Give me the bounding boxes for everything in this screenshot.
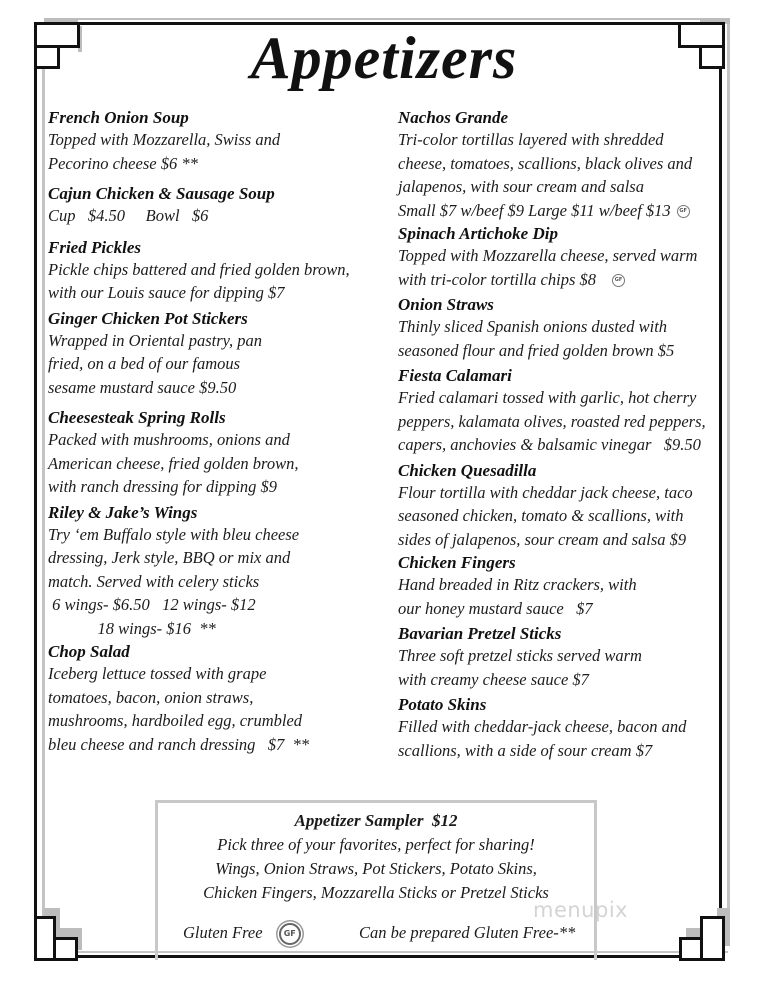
- menu-item: [48, 408, 378, 499]
- item-price-text: with tri-color tortilla chips $8: [398, 269, 597, 289]
- item-description: sesame mustard sauce $9.50: [48, 377, 237, 397]
- item-name: Nachos Grande: [398, 108, 509, 127]
- frame-inner-left-line: [42, 26, 45, 956]
- item-price-text: Small $7 w/beef $9 Large $11 w/beef $13: [398, 200, 671, 220]
- item-description: Three soft pretzel sticks served warm: [398, 646, 642, 665]
- item-description: Tri-color tortillas layered with shredded: [398, 130, 664, 149]
- item-description: jalapenos, with sour cream and salsa: [398, 177, 644, 196]
- item-description: tomatoes, bacon, onion straws,: [48, 687, 254, 707]
- item-name: Fried Pickles: [48, 237, 142, 257]
- item-description: sides of jalapenos, sour cream and salsa $9: [398, 529, 687, 549]
- item-description: Pickle chips battered and fried golden brown,: [48, 259, 350, 279]
- item-description: Hand breaded in Ritz crackers, with: [398, 575, 637, 594]
- gluten-free-label: Gluten Free: [183, 923, 263, 942]
- right-column: [398, 108, 723, 762]
- menu-item: [48, 503, 378, 641]
- page-title: Appetizers: [250, 25, 518, 91]
- item-description: our honey mustard sauce $7: [398, 598, 593, 618]
- item-description: dressing, Jerk style, BBQ or mix and: [48, 548, 291, 567]
- item-description: Pecorino cheese $6 **: [48, 153, 198, 173]
- item-name: Onion Straws: [398, 295, 494, 314]
- item-price-line: Cup $4.50 Bowl $6: [48, 206, 209, 225]
- item-description: Packed with mushrooms, onions and: [48, 430, 290, 449]
- item-name: Bavarian Pretzel Sticks: [398, 624, 562, 643]
- item-name: French Onion Soup: [48, 108, 189, 127]
- item-description: with our Louis sauce for dipping $7: [48, 283, 285, 302]
- item-description: Wrapped in Oriental pastry, pan: [48, 330, 263, 350]
- item-name: Chicken Fingers: [398, 553, 516, 572]
- item-name: Chicken Quesadilla: [398, 460, 537, 480]
- legend-prepared-gluten-free: Can be prepared Gluten Free-**: [359, 923, 576, 942]
- item-description: Iceberg lettuce tossed with grape: [48, 664, 267, 683]
- menupix-watermark: menupix: [533, 898, 629, 922]
- item-description: seasoned chicken, tomato & scallions, with: [398, 506, 684, 525]
- menu-item: [398, 295, 723, 362]
- sampler-title: Appetizer Sampler $12: [294, 811, 458, 830]
- menu-item: [48, 642, 378, 756]
- legend-gluten-free: [183, 922, 301, 945]
- frame-shadow-right: [727, 18, 730, 938]
- item-description: Topped with Mozzarella cheese, served warm: [398, 246, 698, 265]
- menu-item: [398, 624, 723, 691]
- item-description: capers, anchovies & balsamic vinegar $9.50: [398, 435, 701, 454]
- sampler-description: Pick three of your favorites, perfect for sharing!: [217, 835, 535, 854]
- item-price-line: 6 wings- $6.50 12 wings- $12: [48, 595, 256, 614]
- item-description: Flour tortilla with cheddar jack cheese, taco: [398, 482, 693, 502]
- item-name: Chop Salad: [48, 642, 130, 661]
- item-description: American cheese, fried golden brown,: [48, 453, 299, 473]
- corner-ornament-bottom-left-step: [53, 937, 78, 961]
- gluten-free-icon: GF: [279, 923, 301, 945]
- item-name: Cheesesteak Spring Rolls: [48, 408, 226, 427]
- item-name: Riley & Jake’s Wings: [48, 502, 198, 522]
- item-description: cheese, tomatoes, scallions, black olives and: [398, 153, 693, 173]
- item-description: with creamy cheese sauce $7: [398, 669, 589, 689]
- item-description: fried, on a bed of our famous: [48, 354, 241, 373]
- gluten-free-icon: GF: [677, 205, 690, 218]
- frame-shadow-top: [44, 18, 728, 20]
- menu-item: [398, 108, 723, 222]
- corner-ornament-bottom-right: [700, 916, 725, 961]
- item-name: Spinach Artichoke Dip: [398, 224, 558, 243]
- item-description: Fried calamari tossed with garlic, hot cherry: [398, 388, 697, 407]
- item-description: seasoned flour and fried golden brown $5: [398, 340, 675, 360]
- item-name: Potato Skins: [398, 695, 487, 714]
- menu-item: [48, 108, 378, 175]
- item-description: mushrooms, hardboiled egg, crumbled: [48, 711, 303, 730]
- item-description: match. Served with celery sticks: [48, 571, 260, 591]
- item-price-line: [398, 199, 723, 223]
- item-name: Cajun Chicken & Sausage Soup: [48, 184, 275, 203]
- menu-item: [398, 366, 723, 457]
- item-price-line: 18 wings- $16 **: [48, 618, 216, 638]
- item-description: Try ‘em Buffalo style with bleu cheese: [48, 524, 300, 544]
- gluten-free-icon: GF: [612, 274, 625, 287]
- item-description: Filled with cheddar-jack cheese, bacon and: [398, 717, 687, 736]
- menu-item: [48, 309, 378, 400]
- menu-item: [398, 224, 723, 291]
- item-description: with ranch dressing for dipping $9: [48, 477, 278, 496]
- item-description: Thinly sliced Spanish onions dusted with: [398, 317, 668, 336]
- item-description: Topped with Mozzarella, Swiss and: [48, 130, 281, 149]
- item-name: Fiesta Calamari: [398, 366, 512, 385]
- menu-item: [48, 184, 378, 228]
- item-price-line: [398, 268, 723, 292]
- menu-item: [398, 695, 723, 762]
- sampler-description: Wings, Onion Straws, Pot Stickers, Potato Skins,: [215, 859, 537, 878]
- item-description: bleu cheese and ranch dressing $7 **: [48, 734, 310, 754]
- item-description: peppers, kalamata olives, roasted red peppers,: [398, 411, 706, 431]
- left-column: [48, 108, 378, 756]
- menu-item: [398, 553, 723, 620]
- menu-item: [398, 461, 723, 552]
- item-description: scallions, with a side of sour cream $7: [398, 740, 653, 760]
- menu-item: [48, 238, 378, 305]
- sampler-description: Chicken Fingers, Mozzarella Sticks or Pretzel Sticks: [203, 883, 549, 902]
- item-name: Ginger Chicken Pot Stickers: [48, 308, 248, 328]
- corner-ornament-bottom-right-step: [679, 937, 703, 961]
